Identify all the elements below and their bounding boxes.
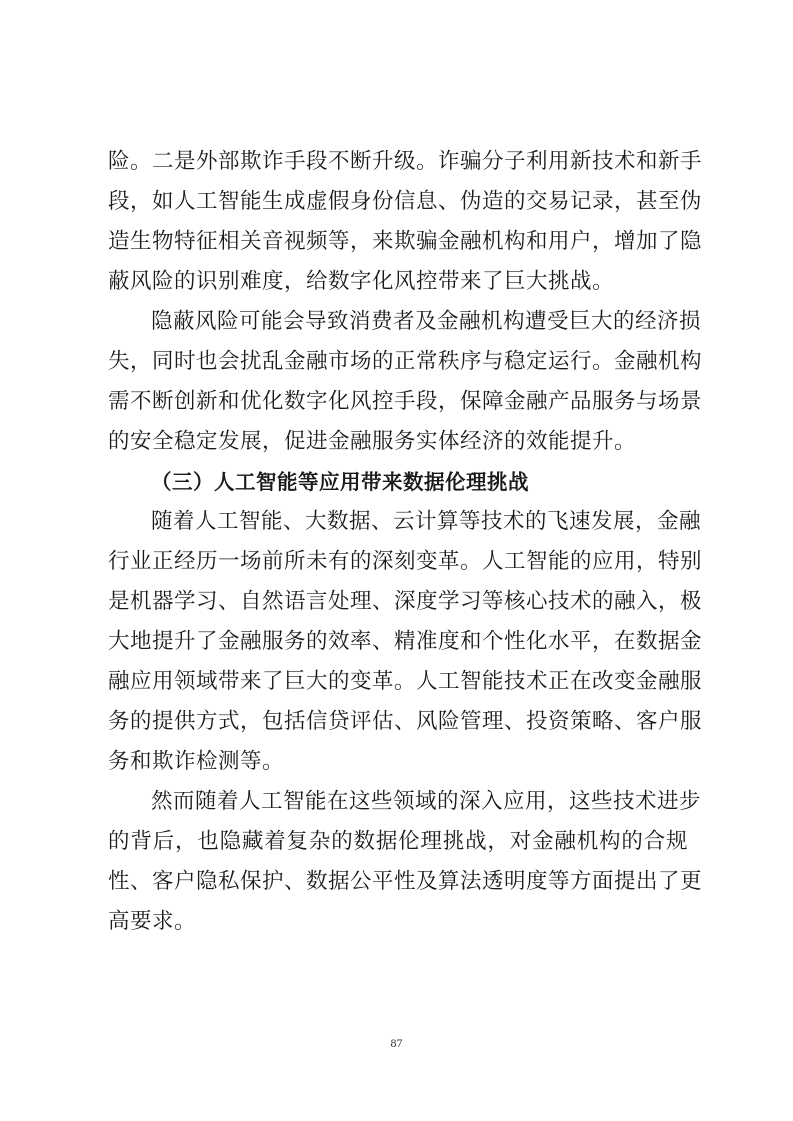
text-line: 高要求。: [108, 909, 197, 934]
text-line: 险。二是外部欺诈手段不断升级。诈骗分子利用新技术和新手: [108, 149, 703, 174]
text-line: 需不断创新和优化数字化风控手段，保障金融产品服务与场景: [108, 389, 703, 414]
text-line: 的背后，也隐藏着复杂的数据伦理挑战，对金融机构的合规: [108, 829, 688, 854]
paragraph-ai-development: [108, 502, 703, 782]
text-line: 蔽风险的识别难度，给数字化风控带来了巨大挑战。: [108, 269, 615, 294]
text-line: 务的提供方式，包括信贷评估、风险管理、投资策略、客户服: [108, 709, 703, 734]
text-line: 造生物特征相关音视频等，来欺骗金融机构和用户，增加了隐: [108, 229, 703, 254]
text-line: 性、客户隐私保护、数据公平性及算法透明度等方面提出了更: [108, 869, 703, 894]
paragraph-hidden-risk: [108, 302, 703, 462]
section-heading: [108, 462, 688, 502]
text-line: 是机器学习、自然语言处理、深度学习等核心技术的融入，极: [108, 589, 703, 614]
paragraph-continuation: [108, 142, 703, 302]
text-line: 段，如人工智能生成虚假身份信息、伪造的交易记录，甚至伪: [108, 189, 703, 214]
text-line: 大地提升了金融服务的效率、精准度和个性化水平，在数据金: [108, 629, 703, 654]
text-line: 融应用领域带来了巨大的变革。人工智能技术正在改变金融服: [108, 669, 703, 694]
text-line: 行业正经历一场前所未有的深刻变革。人工智能的应用，特别: [108, 549, 703, 574]
text-line: 失，同时也会扰乱金融市场的正常秩序与稳定运行。金融机构: [108, 349, 703, 374]
body-text: [108, 142, 703, 942]
text-line: 的安全稳定发展，促进金融服务实体经济的效能提升。: [108, 429, 637, 454]
text-line: 随着人工智能、大数据、云计算等技术的飞速发展，金融: [151, 509, 702, 534]
text-line: 务和欺诈检测等。: [108, 749, 285, 774]
page-number: 87: [390, 1036, 403, 1050]
paragraph-data-ethics: [108, 782, 703, 942]
text-line: 隐蔽风险可能会导致消费者及金融机构遭受巨大的经济损: [151, 309, 702, 334]
text-line: 然而随着人工智能在这些领域的深入应用，这些技术进步: [151, 789, 702, 814]
heading-text: （三）人工智能等应用带来数据伦理挑战: [151, 470, 529, 494]
